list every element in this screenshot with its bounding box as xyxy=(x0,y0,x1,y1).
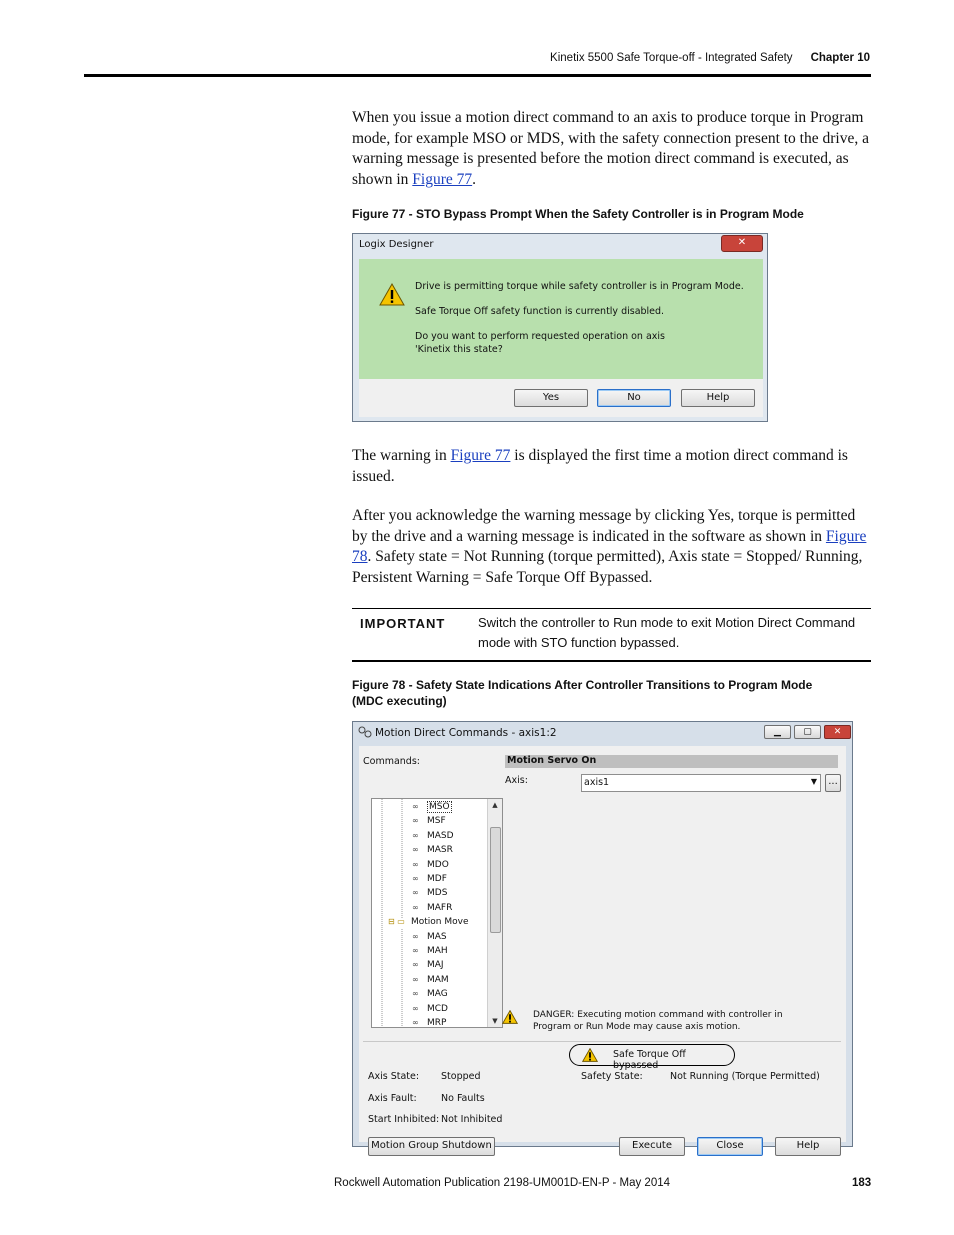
safety-state-label: Safety State: xyxy=(581,1071,643,1082)
message-line-1: Drive is permitting torque while safety controller is in Program Mode. xyxy=(415,281,744,292)
running-title: Kinetix 5500 Safe Torque-off - Integrated Safety xyxy=(550,52,793,64)
command-icon: ∞ xyxy=(412,845,419,855)
chevron-down-icon: ▼ xyxy=(810,777,817,786)
paragraph-3: After you acknowledge the warning message by clicking Yes, torque is permitted by the drive and a warning message is indicated in the software as shown in Figure 78. Safety state = Not Running (torque permitted), Axis state = Stopped/ Running, Persistent Warning = Safe Torque Off Bypassed. xyxy=(352,507,867,586)
dialog-body xyxy=(359,746,846,1151)
close-icon[interactable]: ✕ xyxy=(824,725,851,739)
figure-78-link[interactable]: Figure 78 xyxy=(352,527,867,565)
important-top-rule xyxy=(352,608,871,609)
danger-line-2: Program or Run Mode may cause axis motion. xyxy=(533,1022,741,1032)
command-icon: ∞ xyxy=(412,859,419,869)
axis-fault-label: Axis Fault: xyxy=(368,1093,417,1104)
axis-fault-value: No Faults xyxy=(441,1093,485,1104)
command-icon: ∞ xyxy=(412,974,419,984)
tree-item-masd[interactable] xyxy=(412,831,454,841)
page-number: 183 xyxy=(852,1177,872,1189)
important-text: Switch the controller to Run mode to exit Motion Direct Command mode with STO function bypassed. xyxy=(478,615,856,650)
yes-button[interactable]: Yes xyxy=(514,389,588,407)
tree-item-label: MSF xyxy=(427,816,446,827)
folder-icon: ⊟ ▭ xyxy=(388,917,405,927)
tree-item-mag[interactable] xyxy=(412,989,448,999)
tree-item-label: MASD xyxy=(427,830,454,841)
tree-item-mcd[interactable] xyxy=(412,1004,448,1014)
tree-item-mafr[interactable] xyxy=(412,903,452,913)
tree-item-label: MDS xyxy=(427,888,448,899)
command-icon: ∞ xyxy=(412,989,419,999)
tree-item-mrp[interactable] xyxy=(412,1018,446,1028)
tree-item-mdo[interactable] xyxy=(412,860,449,870)
figure-77-caption: Figure 77 - STO Bypass Prompt When the Safety Controller is in Program Mode xyxy=(352,207,804,221)
bypass-warning-icon xyxy=(582,1048,598,1062)
scroll-up-icon[interactable]: ▲ xyxy=(492,801,498,809)
safety-state-value: Not Running (Torque Permitted) xyxy=(670,1071,820,1082)
browse-button[interactable]: ... xyxy=(825,774,841,792)
paragraph-2: The warning in Figure 77 is displayed the first time a motion direct command is issued. xyxy=(352,447,848,485)
command-icon: ∞ xyxy=(412,902,419,912)
command-icon: ∞ xyxy=(412,960,419,970)
scroll-thumb[interactable] xyxy=(490,827,501,933)
message-line-4: 'Kinetix this state? xyxy=(415,344,503,355)
running-header xyxy=(550,52,870,64)
figure-77-link[interactable]: Figure 77 xyxy=(412,170,473,188)
tree-item-masr[interactable] xyxy=(412,845,453,855)
command-icon: ∞ xyxy=(412,946,419,955)
important-label: IMPORTANT xyxy=(360,616,446,631)
dialog-title: Motion Direct Commands - axis1:2 xyxy=(375,727,557,739)
footer-publication: Rockwell Automation Publication 2198-UM001D-EN-P - May 2014 xyxy=(334,1177,671,1189)
dialog-body xyxy=(359,259,763,379)
minimize-icon[interactable]: ▁ xyxy=(764,725,791,739)
tree-item-mso[interactable] xyxy=(412,802,452,812)
tree-item-mds[interactable] xyxy=(412,888,447,898)
tree-item-mah[interactable] xyxy=(412,946,448,956)
tree-item-msf[interactable] xyxy=(412,816,446,826)
close-button[interactable]: Close xyxy=(697,1137,763,1156)
app-icon xyxy=(358,726,372,738)
tree-item-label: MAH xyxy=(427,946,448,956)
dialog-title: Logix Designer xyxy=(359,239,434,250)
command-icon: ∞ xyxy=(412,1003,419,1013)
tree-item-label: Motion Move xyxy=(411,917,469,928)
header-rule xyxy=(84,74,871,77)
axis-state-value: Stopped xyxy=(441,1071,481,1082)
danger-warning-icon xyxy=(502,1010,518,1024)
sto-bypassed-indicator: Safe Torque Off bypassed xyxy=(569,1044,735,1066)
command-icon: ∞ xyxy=(412,874,419,883)
scroll-down-icon[interactable]: ▼ xyxy=(492,1017,498,1025)
dialog-footer xyxy=(359,379,763,417)
close-icon[interactable]: ✕ xyxy=(721,235,763,252)
command-icon: ∞ xyxy=(412,802,419,811)
command-icon: ∞ xyxy=(412,888,419,898)
figure-77-link-2[interactable]: Figure 77 xyxy=(450,447,511,464)
tree-item-label: MAJ xyxy=(427,960,444,971)
separator xyxy=(363,1041,841,1042)
axis-state-label: Axis State: xyxy=(368,1071,420,1082)
tree-item-label: MAG xyxy=(427,989,448,1000)
tree-item-label: MDF xyxy=(427,874,447,884)
tree-item-label: MRP xyxy=(427,1018,447,1028)
tree-item-maj[interactable] xyxy=(412,960,444,970)
section-header: Motion Servo On xyxy=(505,755,838,768)
motion-group-shutdown-button[interactable]: Motion Group Shutdown xyxy=(368,1137,495,1156)
message-line-3: Do you want to perform requested operation on axis xyxy=(415,331,666,342)
start-inhibited-value: Not Inhibited xyxy=(441,1114,503,1125)
tree-item-mam[interactable] xyxy=(412,975,449,985)
figure-78-caption: Figure 78 - Safety State Indications After Controller Transitions to Program Mode (MDC executing) xyxy=(352,678,813,708)
paragraph-1: When you issue a motion direct command to an axis to produce torque in Program mode, for example MSO or MDS, with the safety connection present to the drive, a warning message is presented before the motion direct command is executed, as shown in Figure 77. xyxy=(352,109,869,188)
tree-item-mas[interactable] xyxy=(412,932,447,942)
tree-item-label: MASR xyxy=(427,845,453,856)
start-inhibited-label: Start Inhibited: xyxy=(368,1114,440,1125)
no-button[interactable]: No xyxy=(597,389,671,407)
command-icon: ∞ xyxy=(412,1018,419,1027)
command-icon: ∞ xyxy=(412,816,419,826)
warning-icon xyxy=(379,283,405,306)
tree-item-label: MCD xyxy=(427,1003,448,1014)
tree-item-label: MAFR xyxy=(427,902,453,913)
tree-item-label: MSO xyxy=(429,802,450,812)
command-icon: ∞ xyxy=(412,830,419,840)
danger-line-1: DANGER: Executing motion command with controller in xyxy=(533,1010,783,1020)
axis-select[interactable]: axis1 ▼ xyxy=(581,774,821,792)
tree-folder-motion-move[interactable] xyxy=(388,917,469,927)
tree-item-mdf[interactable] xyxy=(412,874,447,884)
tree-item-label: MDO xyxy=(427,859,449,870)
tree-scrollbar[interactable] xyxy=(487,799,502,1027)
help-button[interactable]: Help xyxy=(775,1137,841,1156)
logix-designer-dialog xyxy=(352,233,768,422)
help-button[interactable]: Help xyxy=(681,389,755,407)
message-line-2: Safe Torque Off safety function is currently disabled. xyxy=(415,306,665,317)
command-icon: ∞ xyxy=(412,931,419,941)
tree-item-label: MAM xyxy=(427,974,449,985)
maximize-icon[interactable]: ▢ xyxy=(794,725,821,739)
commands-tree[interactable] xyxy=(371,798,503,1028)
execute-button[interactable]: Execute xyxy=(619,1137,685,1156)
important-bottom-rule xyxy=(352,660,871,662)
tree-item-label: MAS xyxy=(427,931,447,942)
commands-label: Commands: xyxy=(363,756,420,767)
axis-label: Axis: xyxy=(505,775,528,786)
motion-direct-commands-dialog xyxy=(352,721,853,1151)
chapter-label: Chapter 10 xyxy=(810,52,870,64)
